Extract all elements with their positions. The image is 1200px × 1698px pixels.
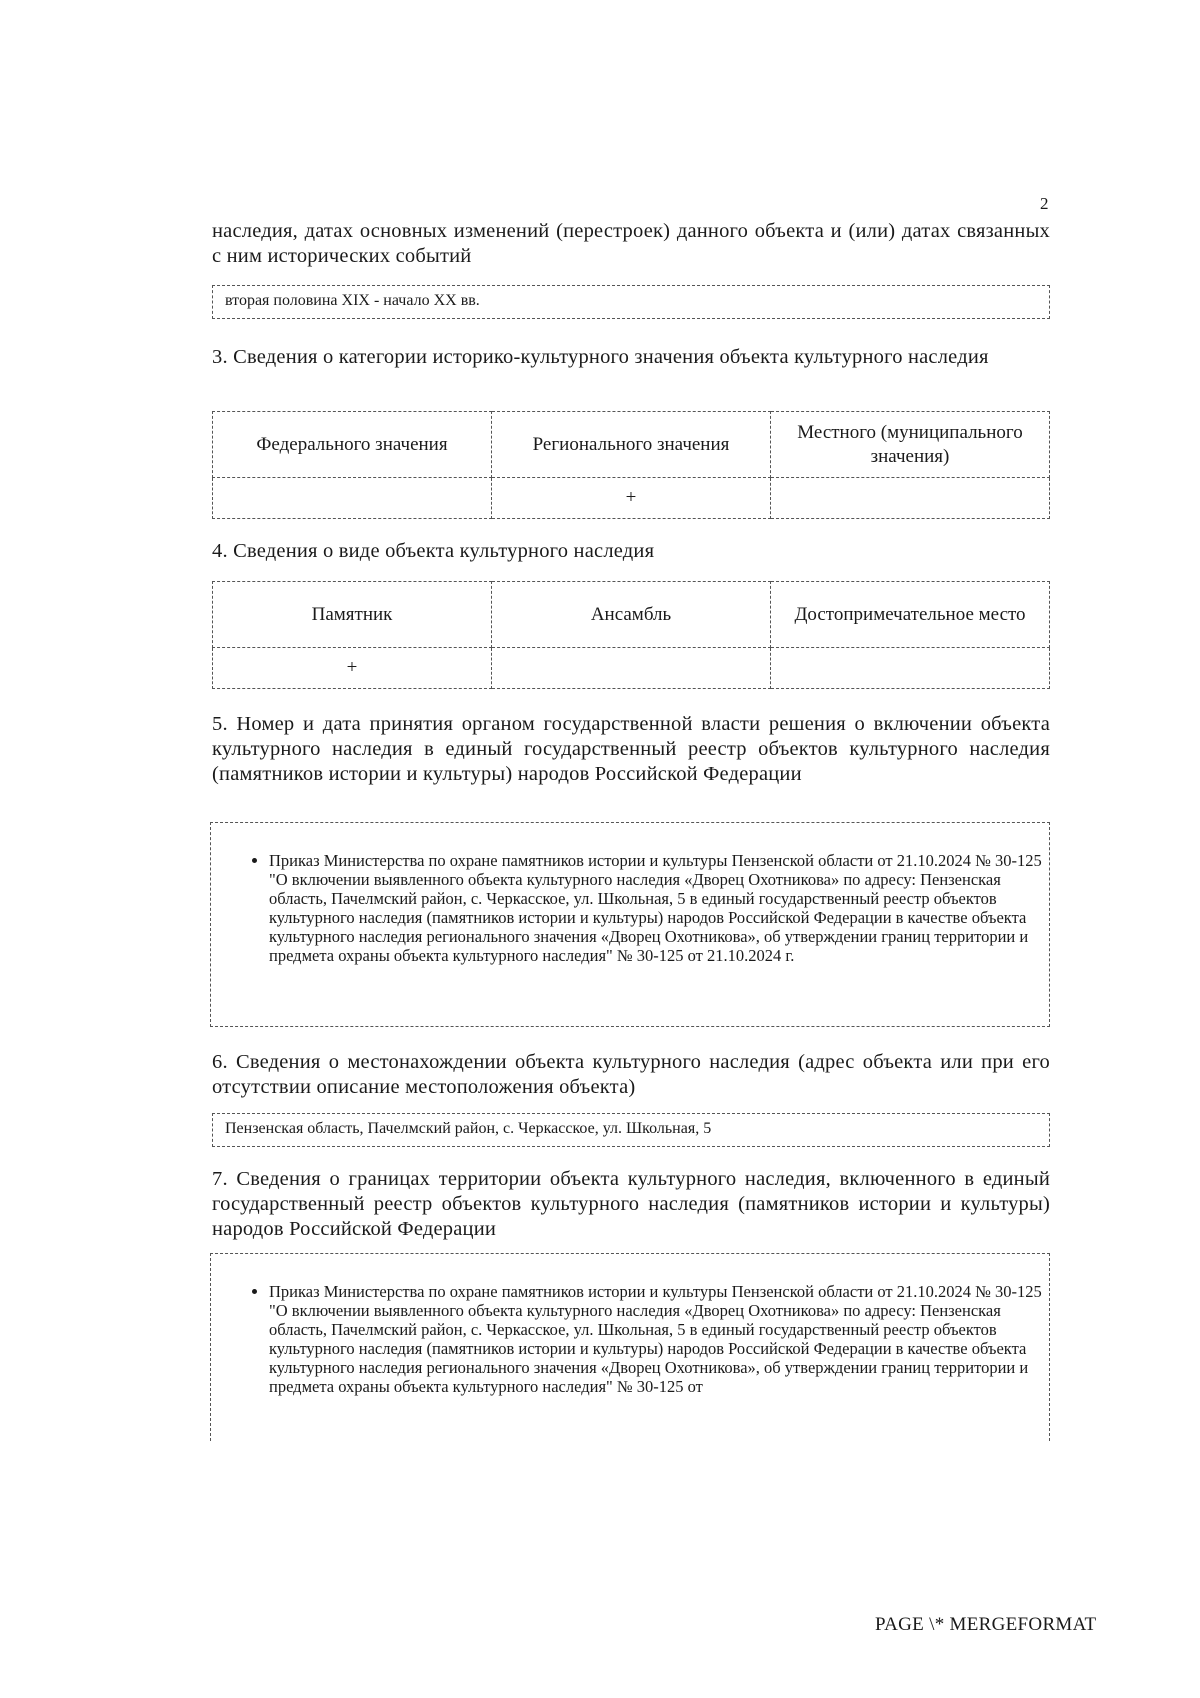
footer-field-code: PAGE \* MERGEFORMAT xyxy=(875,1614,1097,1635)
category-value-federal xyxy=(213,478,492,519)
section4-heading: 4. Сведения о виде объекта культурного наследия xyxy=(212,540,655,562)
section7-list xyxy=(211,1282,1049,1396)
category-header-local: Местного (муниципального значения) xyxy=(771,412,1050,478)
type-table xyxy=(212,581,1050,689)
category-table xyxy=(212,411,1050,519)
section2-heading-tail: наследия, датах основных изменений (перестроек) данного объекта и (или) датах связанных с ним исторических событий xyxy=(212,220,1050,267)
type-header-monument: Памятник xyxy=(213,582,492,648)
type-header-landmark: Достопримечательное место xyxy=(771,582,1050,648)
type-value-landmark xyxy=(771,648,1050,689)
section2-value: вторая половина XIX - начало XX вв. xyxy=(225,292,480,309)
category-header-federal: Федерального значения xyxy=(213,412,492,478)
section6-address-box xyxy=(212,1113,1050,1147)
type-value-monument: + xyxy=(213,648,492,689)
section3-heading: 3. Сведения о категории историко-культурного значения объекта культурного наследия xyxy=(212,346,989,368)
type-header-ensemble: Ансамбль xyxy=(492,582,771,648)
category-value-regional: + xyxy=(492,478,771,519)
section5-list-item: • Приказ Министерства по охране памятников истории и культуры Пензенской области от 21.10.2024 № 30-125 "О включении выявленного объекта культурного наследия «Дворец Охотникова» по адресу: Пензенская область, Пачелмский район, с. Черкасское, ул. Школьная, 5 в единый государственный реестр объектов культурного наследия (памятников истории и культуры) народов Российской Федерации в качестве объекта культурного наследия регионального значения «Дворец Охотникова», об утверждении границ территории и предмета охраны объекта культурного наследия" № 30-125 от 21.10.2024 г. xyxy=(269,851,1049,965)
section7-list-item: • Приказ Министерства по охране памятников истории и культуры Пензенской области от 21.10.2024 № 30-125 "О включении выявленного объекта культурного наследия «Дворец Охотникова» по адресу: Пензенская область, Пачелмский район, с. Черкасское, ул. Школьная, 5 в единый государственный реестр объектов культурного наследия (памятников истории и культуры) народов Российской Федерации в качестве объекта культурного наследия регионального значения «Дворец Охотникова», об утверждении границ территории и предмета охраны объекта культурного наследия" № 30-125 от xyxy=(269,1282,1049,1396)
section7-heading: 7. Сведения о границах территории объекта культурного наследия, включенного в единый государственный реестр объектов культурного наследия (памятников истории и культуры) народов Российской Федерации xyxy=(212,1168,1050,1240)
page-number: 2 xyxy=(1040,194,1049,213)
category-value-local xyxy=(771,478,1050,519)
section5-heading: 5. Номер и дата принятия органом государственной власти решения о включении объекта культурного наследия в единый государственный реестр объектов культурного наследия (памятников истории и культуры) народов Российской Федерации xyxy=(212,713,1050,785)
category-header-regional: Регионального значения xyxy=(492,412,771,478)
type-value-ensemble xyxy=(492,648,771,689)
section6-heading: 6. Сведения о местонахождении объекта культурного наследия (адрес объекта или при его отсутствии описание местоположения объекта) xyxy=(212,1051,1050,1098)
section6-address: Пензенская область, Пачелмский район, с. Черкасское, ул. Школьная, 5 xyxy=(225,1120,712,1137)
section2-value-box xyxy=(212,285,1050,319)
section7-boundary-box xyxy=(210,1253,1050,1441)
section5-list xyxy=(211,851,1049,965)
section5-decision-box xyxy=(210,822,1050,1027)
